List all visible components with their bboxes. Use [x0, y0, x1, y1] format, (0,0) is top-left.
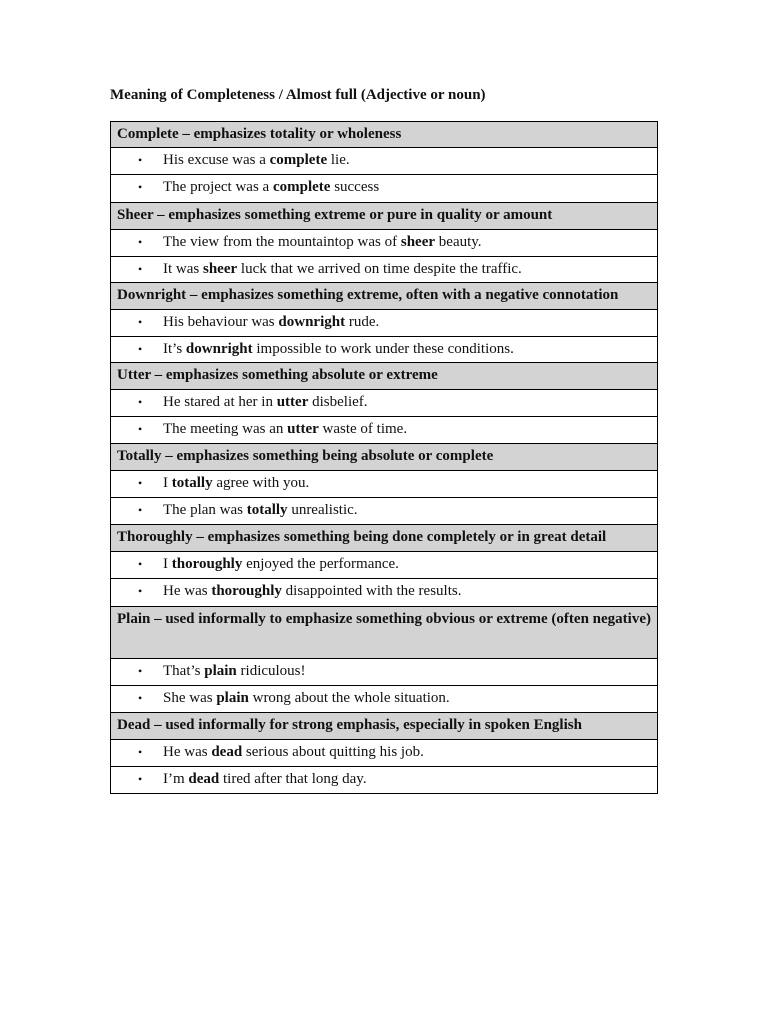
example-cell: [111, 552, 658, 579]
example-text: The project was a: [163, 179, 273, 195]
example-text: The plan was: [163, 502, 247, 518]
example-text: serious about quitting his job.: [242, 744, 424, 760]
emphasis-word: thoroughly: [211, 583, 282, 599]
bullet-icon: •: [138, 772, 143, 786]
example-row: [111, 471, 658, 498]
bullet-icon: •: [138, 395, 143, 409]
bullet-icon: •: [138, 315, 143, 329]
example-cell: [111, 257, 658, 283]
section-heading-downright: Downright – emphasizes something extreme, often with a negative connotation: [111, 283, 658, 310]
example-text: beauty.: [435, 234, 482, 250]
bullet-icon: •: [138, 691, 143, 705]
example-cell: [111, 417, 658, 444]
emphasis-word: downright: [278, 314, 346, 330]
section-heading-plain: Plain – used informally to emphasize something obvious or extreme (often negative): [111, 607, 658, 659]
emphasis-word: complete: [269, 152, 328, 168]
bullet-icon: •: [138, 422, 143, 436]
section-heading-dead: Dead – used informally for strong emphasis, especially in spoken English: [111, 713, 658, 740]
emphasis-word: utter: [276, 394, 309, 410]
example-text: He was: [163, 583, 212, 599]
emphasis-word: thoroughly: [171, 556, 243, 572]
example-cell: [111, 175, 658, 203]
section-heading-row: [111, 122, 658, 148]
example-text: That’s: [163, 663, 205, 679]
emphasis-word: utter: [287, 421, 319, 437]
example-text: disappointed with the results.: [281, 583, 462, 599]
bullet-icon: •: [138, 342, 143, 356]
example-text: It’s: [163, 341, 186, 357]
example-text: She was: [163, 690, 217, 706]
example-row: [111, 767, 658, 794]
example-cell: [111, 148, 658, 175]
example-text: wrong about the whole situation.: [248, 690, 450, 706]
section-heading-row: [111, 444, 658, 471]
section-heading-row: [111, 363, 658, 390]
example-text: He was: [163, 744, 212, 760]
bullet-icon: •: [138, 745, 143, 759]
example-cell: [111, 471, 658, 498]
example-cell: [111, 337, 658, 363]
example-row: [111, 659, 658, 686]
example-text: lie.: [327, 152, 350, 168]
example-cell: [111, 767, 658, 794]
bullet-icon: •: [138, 235, 143, 249]
bullet-icon: •: [138, 180, 143, 194]
bullet-icon: •: [138, 153, 143, 167]
bullet-icon: •: [138, 584, 143, 598]
example-row: [111, 230, 658, 257]
vocabulary-table: [110, 121, 658, 794]
example-text: enjoyed the performance.: [242, 556, 399, 572]
example-cell: [111, 498, 658, 525]
emphasis-word: totally: [246, 502, 288, 518]
example-row: [111, 552, 658, 579]
example-text: rude.: [345, 314, 380, 330]
example-row: [111, 579, 658, 607]
emphasis-word: totally: [171, 475, 213, 491]
bullet-icon: •: [138, 503, 143, 517]
section-heading-complete: Complete – emphasizes totality or wholeness: [111, 122, 658, 148]
example-text: waste of time.: [318, 421, 408, 437]
section-heading-row: [111, 203, 658, 230]
example-row: [111, 498, 658, 525]
example-text: tired after that long day.: [219, 771, 367, 787]
example-text: unrealistic.: [287, 502, 358, 518]
example-text: He stared at her in: [163, 394, 277, 410]
example-cell: [111, 659, 658, 686]
example-text: The view from the mountaintop was of: [163, 234, 401, 250]
emphasis-word: plain: [204, 663, 237, 679]
section-heading-totally: Totally – emphasizes something being absolute or complete: [111, 444, 658, 471]
emphasis-word: sheer: [400, 234, 436, 250]
example-row: [111, 148, 658, 175]
example-text: It was: [163, 261, 203, 277]
example-text: His behaviour was: [163, 314, 279, 330]
emphasis-word: dead: [188, 771, 220, 787]
example-text: success: [330, 179, 380, 195]
example-cell: [111, 686, 658, 713]
example-cell: [111, 579, 658, 607]
example-cell: [111, 230, 658, 257]
example-text: I’m: [163, 771, 189, 787]
example-text: I: [163, 475, 172, 491]
section-heading-row: [111, 713, 658, 740]
example-text: luck that we arrived on time despite the traffic.: [237, 261, 522, 277]
example-text: The meeting was an: [163, 421, 288, 437]
example-row: [111, 390, 658, 417]
example-text: His excuse was a: [163, 152, 270, 168]
example-row: [111, 337, 658, 363]
example-cell: [111, 390, 658, 417]
example-row: [111, 417, 658, 444]
emphasis-word: sheer: [203, 261, 238, 277]
example-row: [111, 175, 658, 203]
page-title: Meaning of Completeness / Almost full (Adjective or noun): [110, 87, 486, 103]
example-row: [111, 686, 658, 713]
emphasis-word: downright: [185, 341, 253, 357]
example-row: [111, 257, 658, 283]
emphasis-word: plain: [216, 690, 249, 706]
example-text: agree with you.: [212, 475, 310, 491]
example-text: ridiculous!: [236, 663, 306, 679]
example-text: I: [163, 556, 172, 572]
example-row: [111, 310, 658, 337]
example-row: [111, 740, 658, 767]
section-heading-sheer: Sheer – emphasizes something extreme or pure in quality or amount: [111, 203, 658, 230]
section-heading-utter: Utter – emphasizes something absolute or extreme: [111, 363, 658, 390]
section-heading-thoroughly: Thoroughly – emphasizes something being done completely or in great detail: [111, 525, 658, 552]
bullet-icon: •: [138, 557, 143, 571]
section-heading-row: [111, 525, 658, 552]
emphasis-word: complete: [272, 179, 331, 195]
emphasis-word: dead: [211, 744, 243, 760]
example-cell: [111, 740, 658, 767]
example-cell: [111, 310, 658, 337]
example-text: impossible to work under these conditions.: [252, 341, 514, 357]
bullet-icon: •: [138, 664, 143, 678]
section-heading-row: [111, 607, 658, 659]
bullet-icon: •: [138, 476, 143, 490]
bullet-icon: •: [138, 262, 143, 276]
section-heading-row: [111, 283, 658, 310]
example-text: disbelief.: [308, 394, 368, 410]
